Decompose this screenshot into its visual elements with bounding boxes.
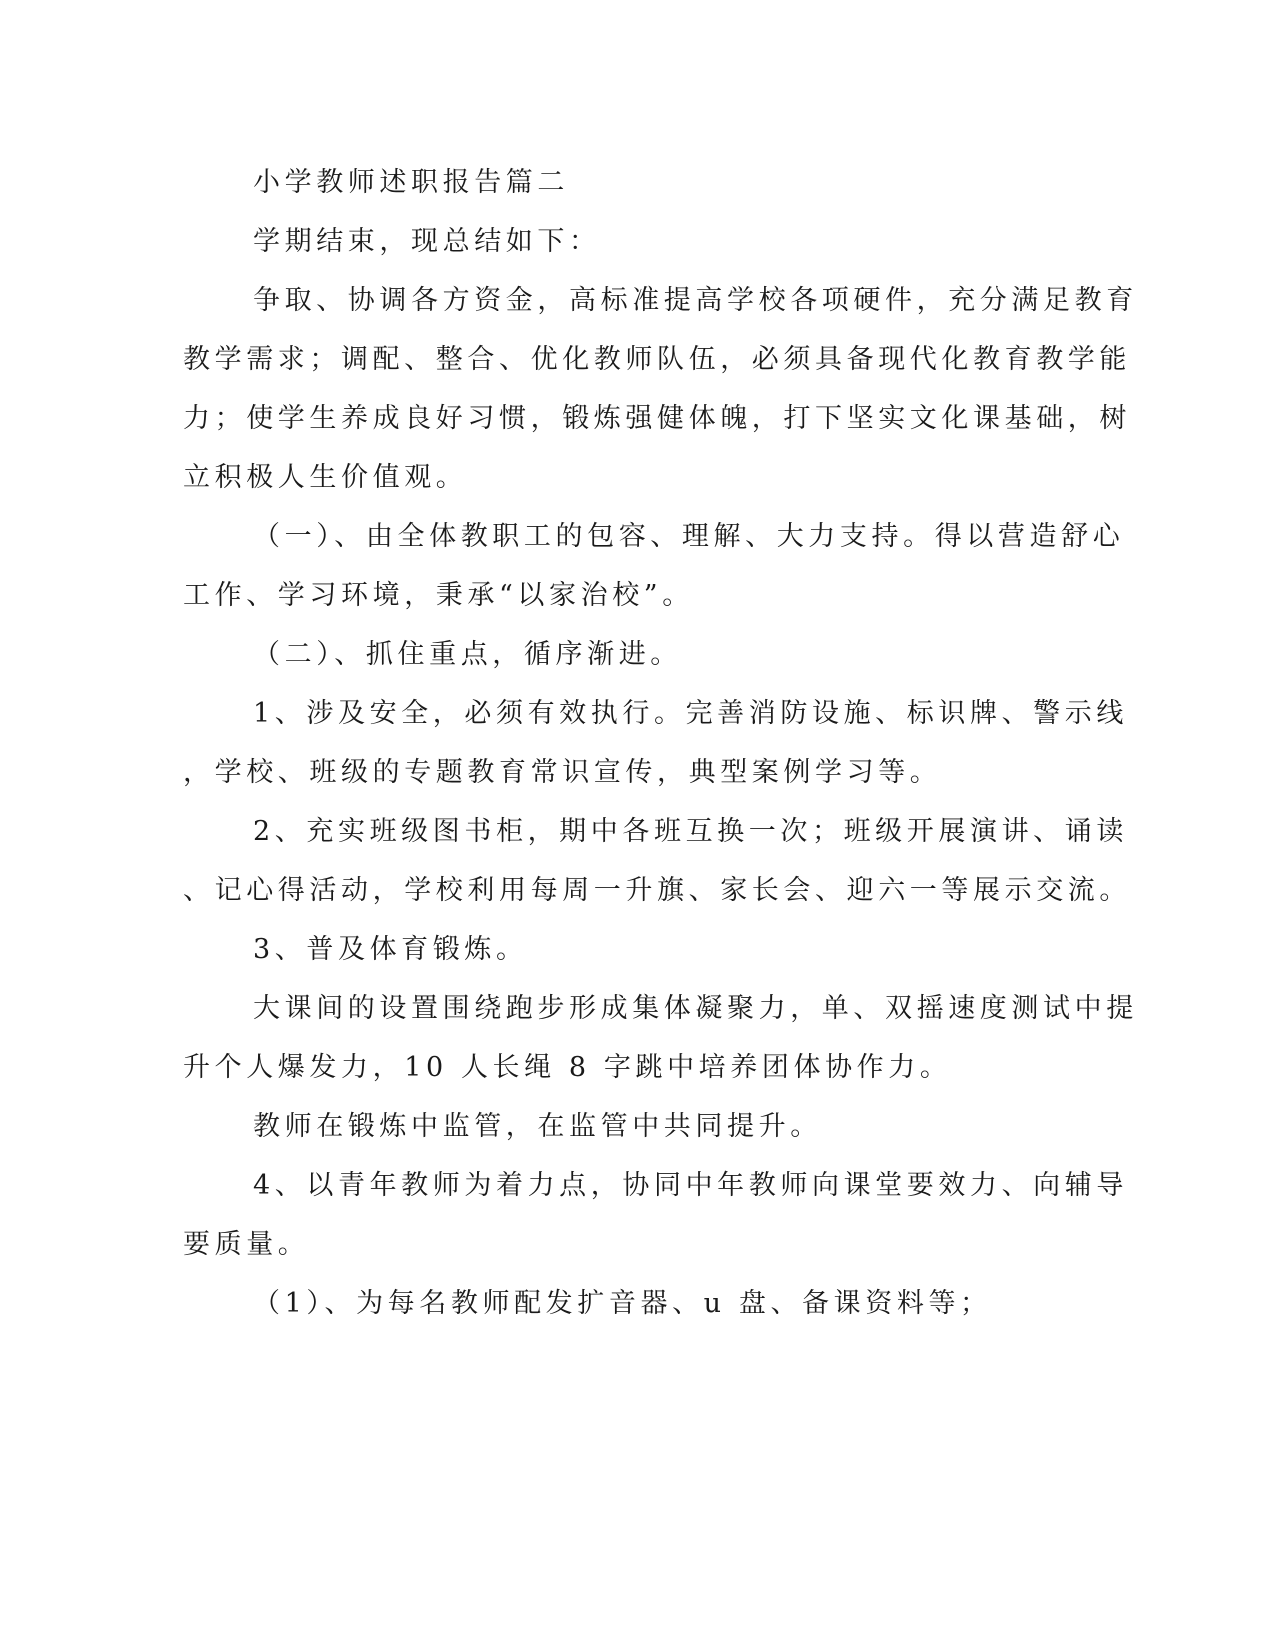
paragraph-line: 教学需求；调配、整合、优化教师队伍，必须具备现代化教育教学能 [183, 344, 1131, 375]
paragraph-line: 要质量。 [183, 1229, 310, 1260]
paragraph-line: 、记心得活动，学校利用每周一升旗、家长会、迎六一等展示交流。 [183, 875, 1131, 906]
paragraph-line: ，学校、班级的专题教育常识宣传，典型案例学习等。 [183, 757, 942, 788]
paragraph-line: 2、充实班级图书柜，期中各班互换一次；班级开展演讲、诵读 [253, 816, 1128, 847]
paragraph-line: 工作、学习环境，秉承“以家治校”。 [183, 580, 694, 611]
paragraph-line: 立积极人生价值观。 [183, 462, 468, 493]
paragraph-line: 升个人爆发力，10 人长绳 8 字跳中培养团体协作力。 [183, 1052, 952, 1083]
paragraph-line: 4、以青年教师为着力点，协同中年教师向课堂要效力、向辅导 [253, 1170, 1128, 1201]
paragraph-line: （1）、为每名教师配发扩音器、u 盘、备课资料等； [253, 1288, 992, 1319]
paragraph-line: 力；使学生养成良好习惯，锻炼强健体魄，打下坚实文化课基础，树 [183, 403, 1131, 434]
document-title: 小学教师述职报告篇二 [253, 167, 569, 198]
paragraph-line: 大课间的设置围绕跑步形成集体凝聚力，单、双摇速度测试中提 [253, 993, 1138, 1024]
paragraph-line: 3、普及体育锻炼。 [253, 934, 528, 965]
paragraph-line: 学期结束，现总结如下： [253, 226, 601, 257]
paragraph-line: （二）、抓住重点，循序渐进。 [253, 639, 682, 670]
paragraph-line: 教师在锻炼中监管，在监管中共同提升。 [253, 1111, 822, 1142]
paragraph-line: 争取、协调各方资金，高标准提高学校各项硬件，充分满足教育 [253, 285, 1138, 316]
paragraph-line: （一）、由全体教职工的包容、理解、大力支持。得以营造舒心 [253, 521, 1125, 552]
paragraph-line: 1、涉及安全，必须有效执行。完善消防设施、标识牌、警示线 [253, 698, 1128, 729]
